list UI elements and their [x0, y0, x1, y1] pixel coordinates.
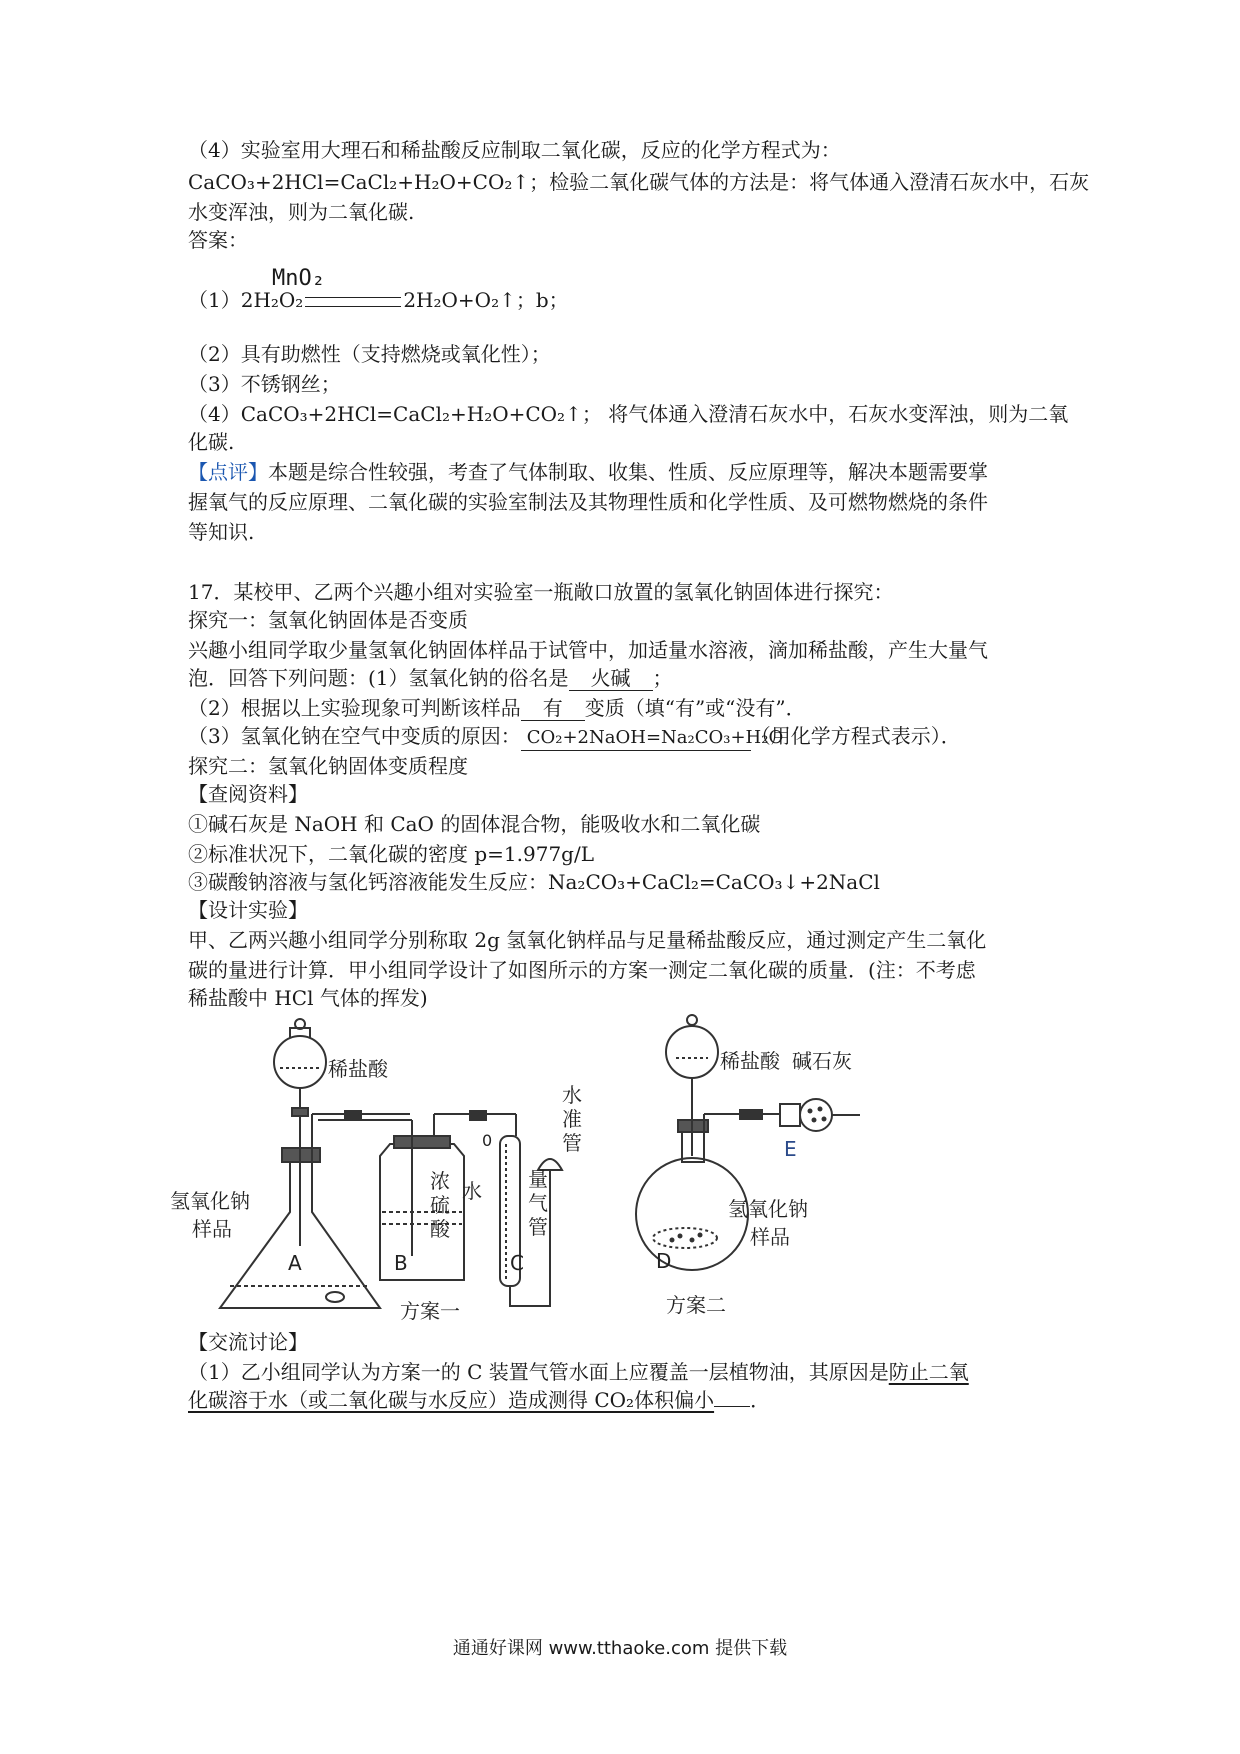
q17-p1-pre: 泡．回答下列问题：(1）氢氧化钠的俗名是	[188, 666, 569, 690]
q17-p3-post: （用化学方程式表示）．	[750, 724, 961, 748]
label-d: D	[656, 1249, 672, 1273]
label-level-3: 管	[562, 1131, 582, 1155]
label-conc-1: 浓	[430, 1169, 450, 1193]
q17-p1-post: ；	[652, 666, 673, 690]
label-naoh-right-1: 氢氧化钠	[728, 1197, 808, 1221]
info-3: ③碳酸钠溶液与氢化钙溶液能发生反应：Na₂CO₃+CaCl₂=CaCO₃↓+2NaCl	[188, 870, 880, 894]
q17-explore1: 探究一：氢氧化钠固体是否变质	[188, 608, 468, 632]
comment-tag: 【点评】	[188, 460, 268, 484]
funnel-a	[274, 1036, 326, 1088]
label-hcl-right: 稀盐酸	[720, 1049, 780, 1073]
label-a: A	[288, 1251, 302, 1275]
label-gas-tube-3: 管	[528, 1215, 548, 1239]
blank-equation: CO₂+2NaOH=Na₂CO₃+H₂O	[521, 726, 751, 751]
label-e: E	[784, 1137, 797, 1161]
info-1: ①碱石灰是 NaOH 和 CaO 的固体混合物，能吸收水和二氧化碳	[188, 812, 761, 836]
label-naoh-right-2: 样品	[750, 1225, 790, 1249]
design-heading: 【设计实验】	[188, 898, 308, 922]
label-plan1: 方案一	[400, 1299, 460, 1323]
info-heading: 【查阅资料】	[188, 782, 308, 806]
label-soda-lime: 碱石灰	[792, 1049, 852, 1073]
comment-line2: 握氧气的反应原理、二氧化碳的实验室制法及其物理性质和化学性质、及可燃物燃烧的条件	[188, 490, 988, 514]
blank-deteriorated: 有	[521, 696, 585, 721]
design-line1: 甲、乙两兴趣小组同学分别称取 2g 氢氧化钠样品与足量稀盐酸反应，通过测定产生二氧化	[188, 928, 987, 952]
label-b: B	[394, 1251, 408, 1275]
discuss1-answer-end: 化碳溶于水（或二氧化碳与水反应）造成测得 CO₂体积偏小	[188, 1388, 715, 1412]
apparatus-figure	[170, 1016, 960, 1326]
label-gas-tube-1: 量	[528, 1167, 548, 1191]
discuss1-line1	[188, 1358, 969, 1386]
comment-line3: 等知识.	[188, 520, 255, 544]
label-plan2: 方案二	[666, 1293, 726, 1317]
page-footer: 通通好课网 www.tthaoke.com 提供下载	[452, 1638, 788, 1659]
label-level-1: 水	[562, 1083, 582, 1107]
q17-explore2: 探究二：氢氧化钠固体变质程度	[188, 754, 468, 778]
answer-heading: 答案：	[188, 228, 248, 252]
label-naoh-left-1: 氢氧化钠	[170, 1189, 250, 1213]
q16-part4-line1: （4）实验室用大理石和稀盐酸反应制取二氧化碳，反应的化学方程式为：	[188, 138, 841, 162]
answer-2: （2）具有助燃性（支持燃烧或氧化性）；	[188, 342, 551, 366]
answer-1-suffix: 2H₂O+O₂↑；b；	[403, 288, 569, 312]
label-naoh-left-2: 样品	[192, 1217, 232, 1241]
answer-4-line1: （4）CaCO₃+2HCl=CaCl₂+H₂O+CO₂↑； 将气体通入澄清石灰水中，石灰水变浑浊，则为二氧	[188, 402, 1069, 426]
discuss1-trailing-blank	[714, 1406, 750, 1407]
q17-p2	[188, 694, 806, 722]
catalyst-label: MnO₂	[272, 266, 325, 291]
answer-3: （3）不锈钢丝；	[188, 372, 341, 396]
drying-tube-e	[780, 1104, 800, 1126]
label-water: 水	[462, 1179, 482, 1203]
label-zero: 0	[482, 1131, 493, 1150]
q17-p2-post: 变质（填“有”或“没有”．	[584, 696, 806, 720]
stopper-b	[394, 1136, 450, 1148]
answer-1-prefix: （1）2H₂O₂	[188, 288, 304, 312]
design-line3: 稀盐酸中 HCl 气体的挥发)	[188, 986, 428, 1010]
q16-part4-line3: 水变浑浊，则为二氧化碳.	[188, 200, 415, 224]
label-level-2: 准	[562, 1107, 582, 1131]
comment-line1	[188, 458, 988, 486]
q16-part4-line2: CaCO₃+2HCl=CaCl₂+H₂O+CO₂↑；检验二氧化碳气体的方法是：将气体通入澄清石灰水中，石灰	[188, 170, 1090, 194]
discuss1-pre: （1）乙小组同学认为方案一的 C 装置气管水面上应覆盖一层植物油，其原因是	[188, 1360, 889, 1384]
comment-text-1: 本题是综合性较强，考查了气体制取、收集、性质、反应原理等，解决本题需要掌	[268, 460, 988, 484]
answer-1	[188, 286, 569, 314]
funnel-d	[666, 1026, 718, 1078]
discuss1-end: ．	[750, 1388, 771, 1412]
answer-4-line2: 化碳.	[188, 430, 235, 454]
q17-p3-pre: （3）氢氧化钠在空气中变质的原因：	[188, 724, 521, 748]
discuss-heading: 【交流讨论】	[188, 1330, 308, 1354]
label-c: C	[510, 1251, 524, 1275]
discuss1-answer-start: 防止二氧	[888, 1360, 969, 1384]
q17-p2-pre: （2）根据以上实验现象可判断该样品	[188, 696, 521, 720]
blank-common-name: 火碱	[569, 666, 653, 691]
q17-p1-line2	[188, 664, 673, 692]
label-conc-3: 酸	[430, 1217, 450, 1241]
discuss1-line2	[188, 1386, 770, 1414]
reaction-arrow	[305, 297, 401, 307]
q17-p1-line1: 兴趣小组同学取少量氢氧化钠固体样品于试管中，加适量水溶液，滴加稀盐酸，产生大量气	[188, 638, 988, 662]
label-conc-2: 硫	[430, 1193, 450, 1217]
info-2: ②标准状况下，二氧化碳的密度 p=1.977g/L	[188, 842, 594, 866]
q17-p3	[188, 722, 961, 751]
design-line2: 碳的量进行计算．甲小组同学设计了如图所示的方案一测定二氧化碳的质量．(注：不考虑	[188, 958, 976, 982]
q17-intro: 17．某校甲、乙两个兴趣小组对实验室一瓶敞口放置的氢氧化钠固体进行探究：	[188, 580, 894, 604]
label-gas-tube-2: 气	[528, 1191, 548, 1215]
label-hcl-left: 稀盐酸	[328, 1057, 388, 1081]
